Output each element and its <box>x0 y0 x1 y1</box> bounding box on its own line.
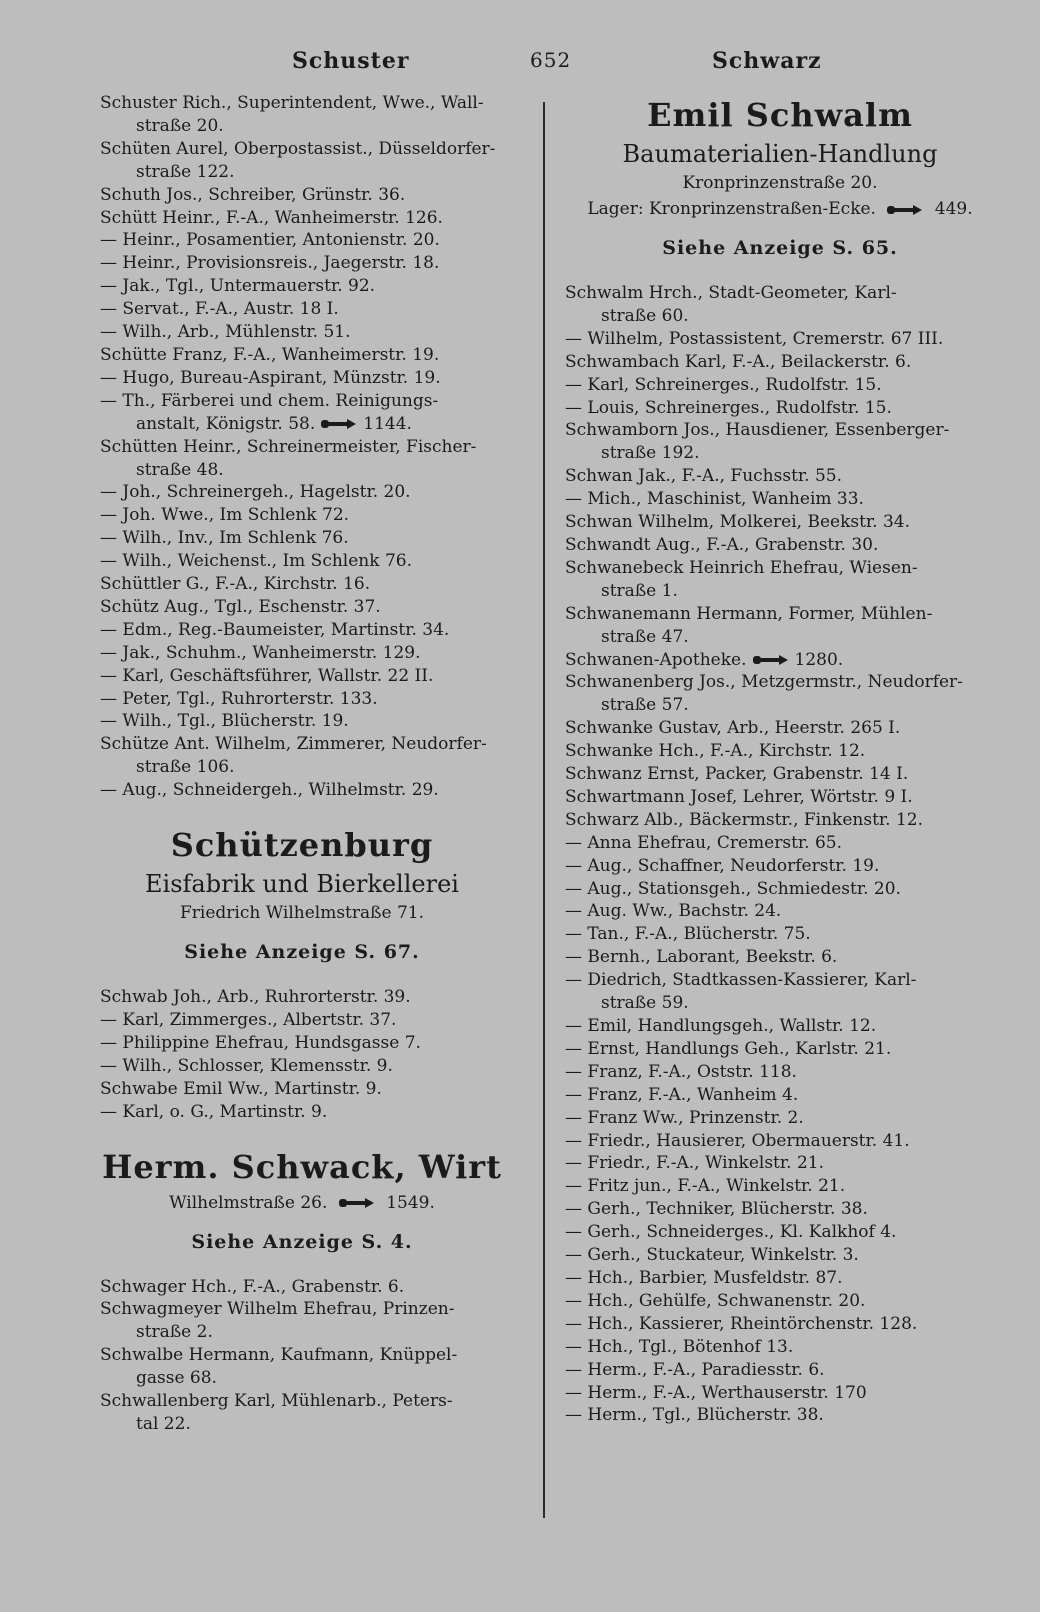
directory-entry <box>100 1276 504 1299</box>
directory-entry <box>100 550 504 573</box>
entry-text: — Aug., Stationsgeh., Schmiedestr. 20. <box>565 878 901 899</box>
entry-text: Schwanz Ernst, Packer, Grabenstr. 14 I. <box>565 764 909 785</box>
entry-text: straße 20. <box>136 115 224 136</box>
directory-entry <box>565 1015 995 1038</box>
left-column <box>100 92 504 1436</box>
entry-text: — Heinr., Provisionsreis., Jaegerstr. 18. <box>100 253 440 274</box>
entry-text: Schwartmann Josef, Lehrer, Wörtstr. 9 I. <box>565 786 913 807</box>
entry-text: — Fritz jun., F.-A., Winkelstr. 21. <box>565 1176 846 1197</box>
entry-text: — Hch., Tgl., Bötenhof 13. <box>565 1336 794 1357</box>
entry-text: Schwabe Emil Ww., Martinstr. 9. <box>100 1078 382 1099</box>
directory-entry <box>565 809 995 832</box>
directory-entry <box>100 275 504 298</box>
ad-subtitle: Eisfabrik und Bierkellerei <box>145 870 459 899</box>
directory-entry <box>565 694 995 717</box>
directory-entry <box>100 779 504 802</box>
directory-entry <box>100 1032 504 1055</box>
directory-entry <box>100 619 504 642</box>
ad-title: Herm. Schwack, Wirt <box>102 1147 502 1186</box>
directory-entry <box>565 1130 995 1153</box>
directory-entry <box>565 442 995 465</box>
directory-entry <box>565 740 995 763</box>
directory-entry <box>100 527 504 550</box>
ad-phone-number: 1549. <box>386 1192 435 1213</box>
entry-text: straße 47. <box>601 626 689 647</box>
directory-entry <box>565 1221 995 1244</box>
ad-schwack <box>100 1144 504 1256</box>
entry-text: — Franz Ww., Prinzenstr. 2. <box>565 1107 804 1128</box>
entry-text: — Servat., F.-A., Austr. 18 I. <box>100 299 339 320</box>
directory-entry <box>100 688 504 711</box>
entry-text: straße 59. <box>601 993 689 1014</box>
directory-entry <box>565 351 995 374</box>
ad-see-reference: Siehe Anzeige S. 4. <box>191 1230 413 1253</box>
ad-lager-line <box>565 196 995 222</box>
entry-text: Schwandt Aug., F.-A., Grabenstr. 30. <box>565 534 879 555</box>
directory-entry <box>100 1101 504 1124</box>
entry-text: — Joh., Schreinergeh., Hagelstr. 20. <box>100 482 411 503</box>
directory-entry <box>565 328 995 351</box>
entry-text: — Jak., Tgl., Untermauerstr. 92. <box>100 276 376 297</box>
directory-entry <box>565 488 995 511</box>
entry-text: — Wilh., Arb., Mühlenstr. 51. <box>100 322 351 343</box>
directory-entry <box>565 603 995 626</box>
entry-text: — Emil, Handlungsgeh., Wallstr. 12. <box>565 1016 877 1036</box>
directory-entry <box>100 138 504 161</box>
directory-entry <box>565 1267 995 1290</box>
directory-entry <box>100 390 504 413</box>
ad-title: Emil Schwalm <box>647 96 913 134</box>
telephone-icon <box>339 1197 375 1209</box>
entry-text: — Aug., Schaffner, Neudorferstr. 19. <box>565 855 880 876</box>
page-number: 652 <box>530 48 572 72</box>
entry-text: — Karl, o. G., Martinstr. 9. <box>100 1101 328 1122</box>
entry-text: — Wilhelm, Postassistent, Cremerstr. 67 III. <box>565 328 944 349</box>
directory-entry <box>100 344 504 367</box>
directory-entry <box>100 161 504 184</box>
directory-entry <box>565 923 995 946</box>
entry-text: — Hugo, Bureau-Aspirant, Münzstr. 19. <box>100 367 441 388</box>
directory-entry <box>100 573 504 596</box>
entry-text: — Friedr., Hausierer, Obermauerstr. 41. <box>565 1130 910 1151</box>
directory-entry <box>565 1107 995 1130</box>
entry-text: — Gerh., Techniker, Blücherstr. 38. <box>565 1199 868 1220</box>
entry-text: Schwager Hch., F.-A., Grabenstr. 6. <box>100 1276 405 1297</box>
entry-text: — Ernst, Handlungs Geh., Karlstr. 21. <box>565 1038 892 1059</box>
entry-text: — Edm., Reg.-Baumeister, Martinstr. 34. <box>100 619 450 640</box>
directory-entry <box>100 184 504 207</box>
entry-text: — Aug., Schneidergeh., Wilhelmstr. 29. <box>100 780 439 801</box>
directory-entry <box>100 1055 504 1078</box>
directory-entry <box>100 436 504 459</box>
entry-text: Schwanenberg Jos., Metzgermstr., Neudorfer- <box>565 672 963 693</box>
directory-entry <box>565 374 995 397</box>
ad-address: Friedrich Wilhelmstraße 71. <box>179 903 425 924</box>
entry-text: straße 48. <box>136 459 224 480</box>
directory-entry <box>100 481 504 504</box>
directory-entry <box>565 1084 995 1107</box>
entry-text: Schwan Jak., F.-A., Fuchsstr. 55. <box>565 466 842 487</box>
entry-text: Schüttler G., F.-A., Kirchstr. 16. <box>100 574 371 595</box>
entry-text: — Herm., F.-A., Werthauserstr. 170 <box>565 1382 867 1403</box>
entry-text: Schwanke Gustav, Arb., Heerstr. 265 I. <box>565 718 901 739</box>
directory-entry <box>565 946 995 969</box>
entry-phone-number: 1144. <box>363 413 412 434</box>
directory-entry <box>565 557 995 580</box>
directory-entry <box>565 465 995 488</box>
ad-address: Wilhelmstraße 26. <box>169 1192 328 1213</box>
entry-text: — Jak., Schuhm., Wanheimerstr. 129. <box>100 642 421 663</box>
entry-text: — Karl, Geschäftsführer, Wallstr. 22 II. <box>100 665 434 686</box>
directory-entry <box>100 756 504 779</box>
entry-text: — Th., Färberei und chem. Reinigungs- <box>100 390 439 411</box>
entry-text: straße 57. <box>601 695 689 716</box>
directory-entry <box>100 321 504 344</box>
entry-text: — Wilh., Inv., Im Schlenk 76. <box>100 528 349 549</box>
entry-text: — Bernh., Laborant, Beekstr. 6. <box>565 947 838 968</box>
directory-entry <box>565 534 995 557</box>
entry-text: tal 22. <box>136 1413 191 1434</box>
left-entries-c <box>100 1276 504 1436</box>
directory-entry <box>565 671 995 694</box>
ad-address: Kronprinzenstraße 20. <box>682 173 878 193</box>
directory-entry <box>565 580 995 603</box>
directory-entry <box>100 207 504 230</box>
directory-entry <box>565 511 995 534</box>
directory-entry <box>100 710 504 733</box>
directory-entry <box>565 717 995 740</box>
entry-text: Schwanen-Apotheke. <box>565 649 747 670</box>
directory-entry <box>565 832 995 855</box>
directory-entry <box>100 986 504 1009</box>
directory-entry <box>100 1009 504 1032</box>
entry-text: Schwarz Alb., Bäckermstr., Finkenstr. 12. <box>565 809 924 830</box>
ad-emil-schwalm <box>565 92 995 262</box>
entry-text: Schütt Heinr., F.-A., Wanheimerstr. 126. <box>100 207 443 228</box>
entry-text: — Karl, Schreinerges., Rudolfstr. 15. <box>565 374 882 395</box>
header-right-keyword: Schwarz <box>712 48 822 74</box>
directory-entry <box>100 413 504 436</box>
ad-subtitle: Baumaterialien-Handlung <box>622 140 938 168</box>
directory-entry <box>565 1061 995 1084</box>
entry-text: Schwallenberg Karl, Mühlenarb., Peters- <box>100 1391 453 1412</box>
directory-entry <box>100 252 504 275</box>
entry-text: — Philippine Ehefrau, Hundsgasse 7. <box>100 1032 421 1053</box>
directory-entry <box>565 1290 995 1313</box>
directory-entry <box>565 1038 995 1061</box>
directory-entry <box>565 1359 995 1382</box>
directory-entry <box>565 1152 995 1175</box>
entry-text: — Diedrich, Stadtkassen-Kassierer, Karl- <box>565 970 917 991</box>
ad-phone-number: 449. <box>934 199 973 219</box>
directory-entry <box>100 1413 504 1436</box>
telephone-icon <box>887 204 923 216</box>
directory-entry <box>565 305 995 328</box>
directory-entry <box>565 900 995 923</box>
entry-text: Schwanke Hch., F.-A., Kirchstr. 12. <box>565 741 866 762</box>
entry-text: — Gerh., Schneiderges., Kl. Kalkhof 4. <box>565 1222 897 1243</box>
directory-entry <box>565 397 995 420</box>
entry-text: — Joh. Wwe., Im Schlenk 72. <box>100 505 350 526</box>
entry-text: Schütte Franz, F.-A., Wanheimerstr. 19. <box>100 344 440 365</box>
entry-text: — Wilh., Tgl., Blücherstr. 19. <box>100 711 349 732</box>
entry-text: Schwan Wilhelm, Molkerei, Beekstr. 34. <box>565 512 911 533</box>
directory-entry <box>565 1175 995 1198</box>
directory-entry <box>565 878 995 901</box>
entry-text: — Friedr., F.-A., Winkelstr. 21. <box>565 1153 824 1174</box>
directory-entry <box>100 229 504 252</box>
entry-text: straße 60. <box>601 305 689 326</box>
entry-text: — Aug. Ww., Bachstr. 24. <box>565 901 782 922</box>
directory-entry <box>565 969 995 992</box>
entry-text: — Mich., Maschinist, Wanheim 33. <box>565 489 864 510</box>
entry-text: straße 122. <box>136 161 235 182</box>
directory-entry <box>100 596 504 619</box>
directory-entry <box>100 733 504 756</box>
directory-entry <box>565 1198 995 1221</box>
entry-text: Schwanebeck Heinrich Ehefrau, Wiesen- <box>565 557 918 578</box>
left-entries-a <box>100 92 504 802</box>
entry-text: Schwalm Hrch., Stadt-Geometer, Karl- <box>565 283 897 303</box>
directory-entry <box>565 1336 995 1359</box>
directory-entry <box>565 649 995 672</box>
ad-lager: Lager: Kronprinzenstraßen-Ecke. <box>587 199 876 219</box>
entry-text: straße 106. <box>136 757 235 778</box>
entry-text: gasse 68. <box>136 1368 217 1389</box>
directory-entry <box>565 282 995 305</box>
entry-text: — Louis, Schreinerges., Rudolfstr. 15. <box>565 397 892 418</box>
directory-entry <box>565 1404 995 1427</box>
directory-entry <box>100 1298 504 1321</box>
directory-entry <box>565 419 995 442</box>
entry-text: straße 2. <box>136 1322 213 1343</box>
entry-text: — Wilh., Weichenst., Im Schlenk 76. <box>100 551 412 572</box>
directory-entry <box>565 1313 995 1336</box>
entry-text: — Hch., Barbier, Musfeldstr. 87. <box>565 1267 843 1288</box>
entry-text: — Hch., Kassierer, Rheintörchenstr. 128. <box>565 1313 918 1334</box>
entry-text: — Franz, F.-A., Oststr. 118. <box>565 1061 797 1082</box>
directory-entry <box>100 642 504 665</box>
entry-text: Schütz Aug., Tgl., Eschenstr. 37. <box>100 596 381 617</box>
entry-text: Schwab Joh., Arb., Ruhrorterstr. 39. <box>100 987 411 1008</box>
entry-text: — Tan., F.-A., Blücherstr. 75. <box>565 924 811 945</box>
directory-entry <box>100 1078 504 1101</box>
directory-entry <box>565 1244 995 1267</box>
ad-see-reference: Siehe Anzeige S. 67. <box>184 941 420 964</box>
right-column <box>565 92 995 1427</box>
directory-entry <box>100 1344 504 1367</box>
directory-entry <box>565 786 995 809</box>
directory-entry <box>100 665 504 688</box>
ad-address-line <box>100 1190 504 1216</box>
entry-text: Schuster Rich., Superintendent, Wwe., Wall- <box>100 93 484 113</box>
right-entries <box>565 282 995 1427</box>
directory-entry <box>100 504 504 527</box>
entry-text: — Gerh., Stuckateur, Winkelstr. 3. <box>565 1245 859 1266</box>
entry-text: — Hch., Gehülfe, Schwanenstr. 20. <box>565 1290 866 1311</box>
entry-text: straße 1. <box>601 580 678 601</box>
entry-text: — Herm., F.-A., Paradiesstr. 6. <box>565 1359 825 1380</box>
directory-entry <box>565 763 995 786</box>
directory-entry <box>565 992 995 1015</box>
entry-text: — Heinr., Posamentier, Antonienstr. 20. <box>100 230 440 251</box>
ad-see-reference: Siehe Anzeige S. 65. <box>662 237 898 259</box>
entry-text: — Wilh., Schlosser, Klemensstr. 9. <box>100 1055 393 1076</box>
entry-text: — Peter, Tgl., Ruhrorterstr. 133. <box>100 688 378 709</box>
directory-entry <box>565 855 995 878</box>
entry-text: Schwamborn Jos., Hausdiener, Essenberger- <box>565 420 950 441</box>
directory-entry <box>565 1382 995 1405</box>
entry-text: Schwanemann Hermann, Former, Mühlen- <box>565 603 933 624</box>
ad-schuetzenburg <box>100 822 504 966</box>
telephone-icon <box>321 418 357 430</box>
entry-text: straße 192. <box>601 443 700 464</box>
directory-entry <box>100 459 504 482</box>
directory-entry <box>100 1367 504 1390</box>
directory-entry <box>565 626 995 649</box>
ad-title: Schützenburg <box>170 826 434 865</box>
header-left-keyword: Schuster <box>292 48 410 74</box>
entry-phone-number: 1280. <box>794 649 844 670</box>
entry-text: — Karl, Zimmerges., Albertstr. 37. <box>100 1010 397 1030</box>
entry-text: Schwambach Karl, F.-A., Beilackerstr. 6. <box>565 351 912 372</box>
entry-text: Schütten Heinr., Schreinermeister, Fischer- <box>100 436 477 457</box>
entry-text: Schütze Ant. Wilhelm, Zimmerer, Neudorfer- <box>100 734 487 755</box>
column-divider <box>543 102 545 1518</box>
telephone-icon <box>753 654 789 666</box>
entry-text: Schwalbe Hermann, Kaufmann, Knüppel- <box>100 1345 458 1366</box>
left-entries-b <box>100 986 504 1123</box>
directory-entry <box>100 298 504 321</box>
directory-entry <box>100 1321 504 1344</box>
directory-entry <box>100 1390 504 1413</box>
entry-text: — Anna Ehefrau, Cremerstr. 65. <box>565 832 843 853</box>
directory-entry <box>100 115 504 138</box>
entry-text: — Herm., Tgl., Blücherstr. 38. <box>565 1405 824 1426</box>
entry-text: Schüten Aurel, Oberpostassist., Düsseldorfer- <box>100 138 496 159</box>
entry-text: Schuth Jos., Schreiber, Grünstr. 36. <box>100 184 406 205</box>
entry-text: — Franz, F.-A., Wanheim 4. <box>565 1084 799 1105</box>
directory-entry <box>100 92 504 115</box>
directory-entry <box>100 367 504 390</box>
entry-text: Schwagmeyer Wilhelm Ehefrau, Prinzen- <box>100 1299 455 1320</box>
entry-text: anstalt, Königstr. 58. <box>136 413 316 434</box>
